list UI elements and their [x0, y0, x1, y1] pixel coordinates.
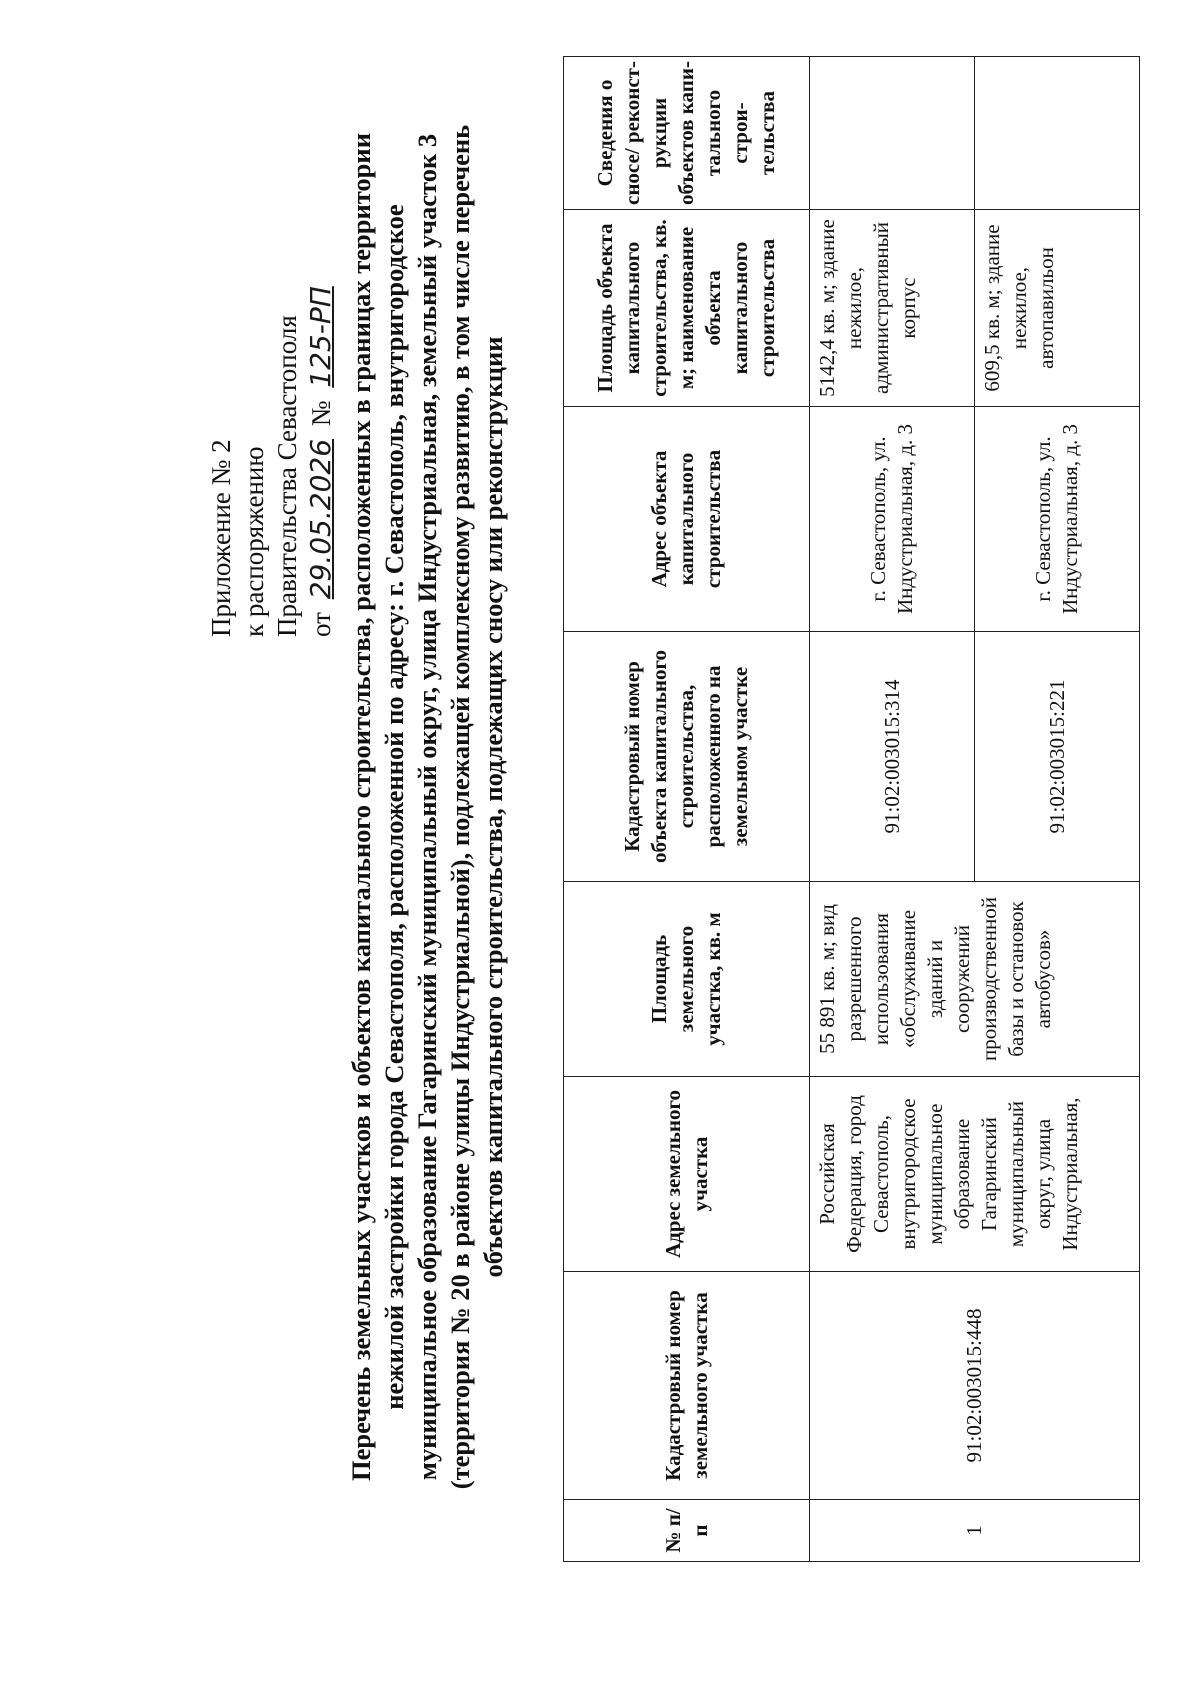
header-object-cadastral: Кадастровый номер объекта капитального строительства, расположенного на земельном участке	[564, 632, 810, 882]
cell-object-address: г. Севастополь, ул. Индустриальная, д. 3	[975, 407, 1140, 632]
header-row	[564, 57, 810, 1562]
cell-demolition	[810, 57, 975, 210]
header-land-cadastral: Кадастровый номер земельного участка	[564, 1272, 810, 1500]
cell-land-area: 55 891 кв. м; вид разрешенного использования «обслуживание зданий и сооружений производственной базы и остановок автобусов»	[810, 882, 1140, 1077]
cell-object-cadastral: 91:02:003015:314	[810, 632, 975, 882]
cell-land-address: Российская Федерация, город Севастополь, внутригородское муниципальное образование Гагаринский муниципальный округ, улица Индустриальная,	[810, 1077, 1140, 1272]
cell-land-cadastral: 91:02:003015:448	[810, 1272, 1140, 1500]
title-line-3: муниципальное образование Гагаринский муниципальный округ, улица Индустриальная, земельный участок 3	[412, 133, 442, 1481]
cell-object-cadastral: 91:02:003015:221	[975, 632, 1140, 882]
appendix-date-line	[304, 77, 338, 637]
registry-table	[563, 56, 1140, 1562]
cell-demolition	[975, 57, 1140, 210]
cell-object-area: 609,5 кв. м; здание нежилое, автопавильон	[975, 210, 1140, 407]
appendix-line-3: Правительства Севастополя	[272, 315, 302, 637]
header-object-area: Площадь объекта капитального строительства, кв. м; наименование объекта капитального строительства	[564, 210, 810, 407]
cell-object-address: г. Севастополь, ул. Индустриальная, д. 3	[810, 407, 975, 632]
cell-object-area: 5142,4 кв. м; здание нежилое, административный корпус	[810, 210, 975, 407]
appendix-block	[205, 77, 338, 637]
document-title	[345, 67, 510, 1547]
header-demolition: Сведения о сносе/ реконст-рукции объектов капи-тального строи-тельства	[564, 57, 810, 210]
title-line-1: Перечень земельных участков и объектов капитального строительства, расположенных в границах территории	[346, 133, 376, 1481]
title-line-2: нежилой застройки города Севастополя, расположенной по адресу: г. Севастополь, внутригородское	[379, 204, 409, 1410]
header-land-area: Площадь земельного участка, кв. м	[564, 882, 810, 1077]
handwritten-date: 29.05.2026	[304, 438, 337, 600]
header-object-address: Адрес объекта капитального строительства	[564, 407, 810, 632]
cell-num: 1	[810, 1500, 1140, 1562]
appendix-line-1: Приложение № 2	[206, 439, 236, 637]
title-line-5: объектов капитального строительства, подлежащих сносу или реконструкции	[478, 336, 508, 1278]
title-line-4: (территория № 20 в районе улицы Индустриальной), подлежащей комплексному развитию, в том числе перечень	[445, 124, 475, 1490]
date-prefix: от	[306, 612, 336, 637]
appendix-line-2: к распоряжению	[239, 446, 269, 637]
handwritten-number: 125-РП	[304, 286, 337, 388]
table-row	[810, 57, 975, 1562]
number-prefix: №	[306, 400, 336, 427]
header-land-address: Адрес земельного участка	[564, 1077, 810, 1272]
header-num: № п/п	[564, 1500, 810, 1562]
